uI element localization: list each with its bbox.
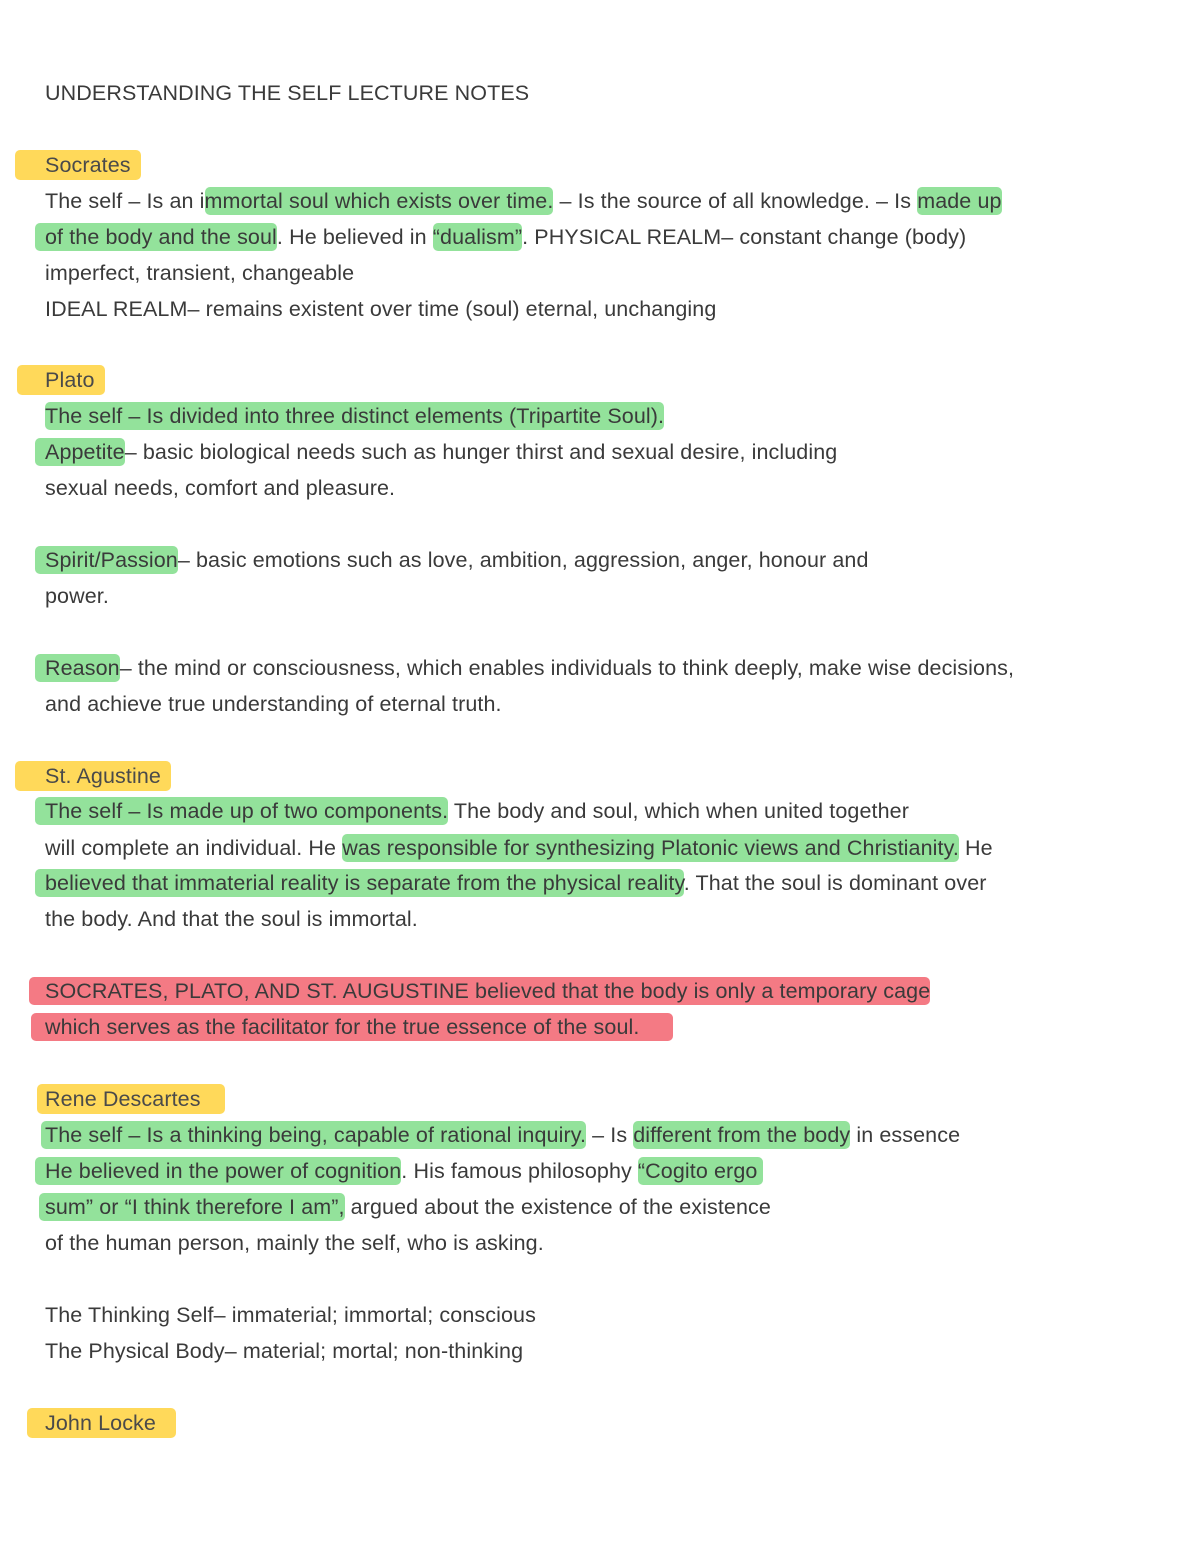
text-span: will complete an individual. He (45, 836, 343, 860)
augustine-line-4: the body. And that the soul is immortal. (45, 907, 418, 931)
green-highlight: “Cogito ergo (638, 1157, 764, 1185)
plato-line-2 (45, 437, 837, 467)
red-highlight: which serves as the facilitator for the true essence of the soul. (31, 1013, 673, 1041)
plato-line-5: power. (45, 584, 109, 608)
plato-line-1 (45, 401, 664, 431)
descartes-line-1 (45, 1120, 960, 1150)
socrates-line-1 (45, 186, 1002, 216)
heading-highlight: St. Agustine (15, 761, 171, 791)
heading-highlight: Socrates (15, 150, 141, 180)
section-heading-socrates (45, 150, 141, 180)
green-highlight: Appetite (35, 438, 125, 466)
text-span: . That the soul is dominant over (683, 871, 987, 895)
text-span: . His famous philosophy (401, 1159, 638, 1183)
heading-highlight: Rene Descartes (37, 1084, 225, 1114)
green-highlight: sum” or “I think therefore I am”, (39, 1193, 345, 1221)
text-span: The body and soul, which when united together (448, 799, 909, 823)
text-span: – the mind or consciousness, which enables individuals to think deeply, make wise decisions, (119, 656, 1015, 680)
text-span: argued about the existence of the existence (344, 1195, 771, 1219)
green-highlight: made up (917, 189, 1002, 213)
summary-line-1 (45, 976, 930, 1006)
section-heading-plato (45, 365, 105, 395)
green-highlight: He believed in the power of cognition (35, 1157, 401, 1185)
green-highlight: The self – Is made up of two components. (35, 797, 448, 825)
green-highlight: different from the body (633, 1123, 851, 1147)
green-highlight: believed that immaterial reality is separate from the physical reality (35, 869, 684, 897)
plato-line-3: sexual needs, comfort and pleasure. (45, 476, 396, 500)
green-highlight: was responsible for synthesizing Platonic views and Christianity. (342, 836, 959, 860)
augustine-line-1 (45, 796, 909, 826)
text-span: – Is the source of all knowledge. – Is (553, 189, 918, 213)
descartes-line-4: of the human person, mainly the self, who is asking. (45, 1231, 544, 1255)
red-highlight: SOCRATES, PLATO, AND ST. AUGUSTINE believed that the body is only a temporary cage (29, 977, 930, 1005)
plato-line-6 (45, 653, 1014, 683)
text-span: – basic biological needs such as hunger thirst and sexual desire, including (124, 440, 838, 464)
descartes-line-2 (45, 1156, 763, 1186)
augustine-line-3 (45, 868, 987, 898)
text-span: – Is (586, 1123, 634, 1147)
text-span: . PHYSICAL REALM– constant change (body) (522, 225, 967, 249)
green-highlight: Reason (35, 654, 120, 682)
text-span: He (958, 836, 993, 860)
green-highlight: The self – Is divided into three distinct elements (Tripartite Soul). (45, 404, 665, 428)
text-span: – basic emotions such as love, ambition, aggression, anger, honour and (177, 548, 869, 572)
section-heading-descartes (45, 1084, 225, 1114)
heading-highlight: John Locke (27, 1408, 176, 1438)
section-heading-locke (45, 1408, 176, 1438)
green-highlight: mmortal soul which exists over time. (204, 189, 554, 213)
plato-line-7: and achieve true understanding of eternal truth. (45, 692, 502, 716)
green-highlight: “dualism” (432, 225, 523, 249)
descartes-line-5: The Thinking Self– immaterial; immortal; conscious (45, 1303, 536, 1327)
text-span: The self – Is an i (45, 189, 205, 213)
green-highlight: of the body and the soul (35, 223, 277, 251)
plato-line-4 (45, 545, 869, 575)
descartes-line-3 (45, 1192, 771, 1222)
text-span: . He believed in (276, 225, 433, 249)
green-highlight: The self – Is a thinking being, capable of rational inquiry. (41, 1121, 586, 1149)
document-title: UNDERSTANDING THE SELF LECTURE NOTES (45, 81, 530, 105)
descartes-line-6: The Physical Body– material; mortal; non-thinking (45, 1339, 524, 1363)
summary-line-2 (45, 1012, 673, 1042)
socrates-line-4: IDEAL REALM– remains existent over time (soul) eternal, unchanging (45, 297, 717, 321)
socrates-line-3: imperfect, transient, changeable (45, 261, 355, 285)
green-highlight: Spirit/Passion (35, 546, 178, 574)
heading-highlight: Plato (17, 365, 105, 395)
text-span: in essence (850, 1123, 961, 1147)
augustine-line-2 (45, 833, 993, 863)
socrates-line-2 (45, 222, 966, 252)
section-heading-augustine (45, 761, 171, 791)
